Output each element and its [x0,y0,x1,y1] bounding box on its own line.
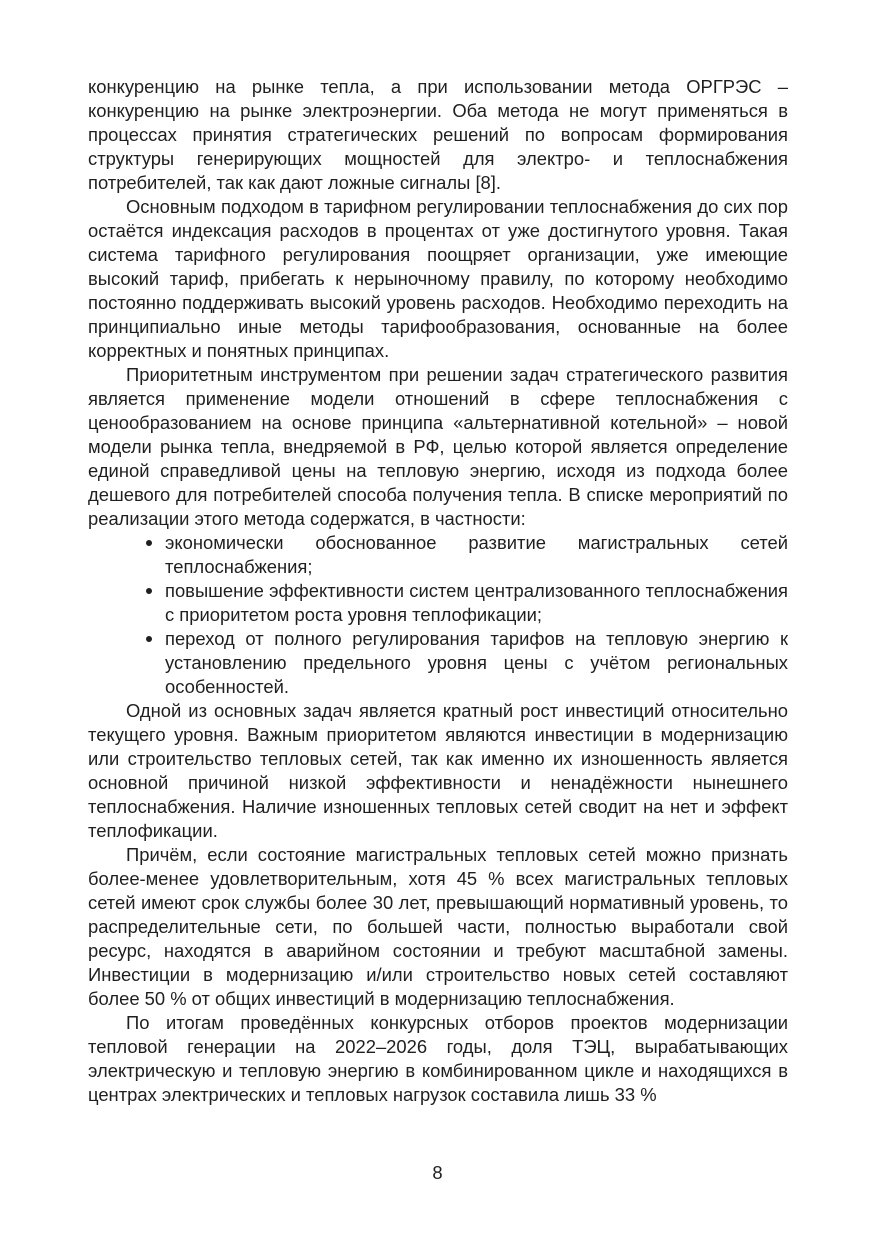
bullet-icon [146,588,152,594]
list-item [144,531,788,579]
list-item-text: экономически обоснованное развитие магистральных сетей теплоснабжения; [165,532,788,577]
paragraph-investment-growth: Одной из основных задач является кратный рост инвестиций относительно текущего уровня. Важным приоритетом являются инвестиции в модернизацию или строительство тепловых сетей, так как именно их изношенность является основной причиной низкой эффективности и ненадёжности нынешнего теплоснабжения. Наличие изношенных тепловых сетей сводит на нет и эффект теплофикации. [88,700,788,841]
paragraph-tariff-regulation: Основным подходом в тарифном регулировании теплоснабжения до сих пор остаётся индексация расходов в процентах от уже достигнутого уровня. Такая система тарифного регулирования поощряет организации, уже имеющие высокий тариф, прибегать к нерыночному правилу, по которому необходимо постоянно поддерживать высокий уровень расходов. Необходимо переходить на принципиально иные методы тарифообразования, основанные на более корректных и понятных принципах. [88,196,788,361]
paragraph-continuation: конкуренцию на рынке тепла, а при использовании метода ОРГРЭС – конкуренцию на рынке электроэнергии. Оба метода не могут применяться в процессах принятия стратегических решений по вопросам формирования структуры генерирующих мощностей для электро- и теплоснабжения потребителей, так как дают ложные сигналы [8]. [88,76,788,193]
paragraph-modernization-results: По итогам проведённых конкурсных отборов проектов модернизации тепловой генерации на 2022–2026 годы, доля ТЭЦ, вырабатывающих электрическую и тепловую энергию в комбинированном цикле и находящихся в центрах электрических и тепловых нагрузок составила лишь 33 % [88,1012,788,1105]
bullet-icon [146,636,152,642]
list-item-text: повышение эффективности систем централизованного теплоснабжения с приоритетом роста уровня теплофикации; [165,580,788,625]
list-item [144,579,788,627]
page-number: 8 [432,1162,443,1183]
list-item-text: переход от полного регулирования тарифов на тепловую энергию к установлению предельного уровня цены с учётом региональных особенностей. [165,628,788,697]
list-item [144,627,788,699]
bullet-icon [146,540,152,546]
measures-list [88,531,788,699]
paragraph-network-condition: Причём, если состояние магистральных тепловых сетей можно признать более-менее удовлетворительным, хотя 45 % всех магистральных тепловых сетей имеют срок службы более 30 лет, превышающий нормативный уровень, то распределительные сети, по большей части, полностью выработали свой ресурс, находятся в аварийном состоянии и требуют масштабной замены. Инвестиции в модернизацию и/или строительство новых сетей составляют более 50 % от общих инвестиций в модернизацию теплоснабжения. [88,844,788,1009]
paragraph-alternative-boiler: Приоритетным инструментом при решении задач стратегического развития является применение модели отношений в сфере теплоснабжения с ценообразованием на основе принципа «альтернативной котельной» – новой модели рынка тепла, внедряемой в РФ, целью которой является определение единой справедливой цены на тепловую энергию, исходя из подхода более дешевого для потребителей способа получения тепла. В списке мероприятий по реализации этого метода содержатся, в частности: [88,364,788,529]
page-body [88,75,788,1107]
